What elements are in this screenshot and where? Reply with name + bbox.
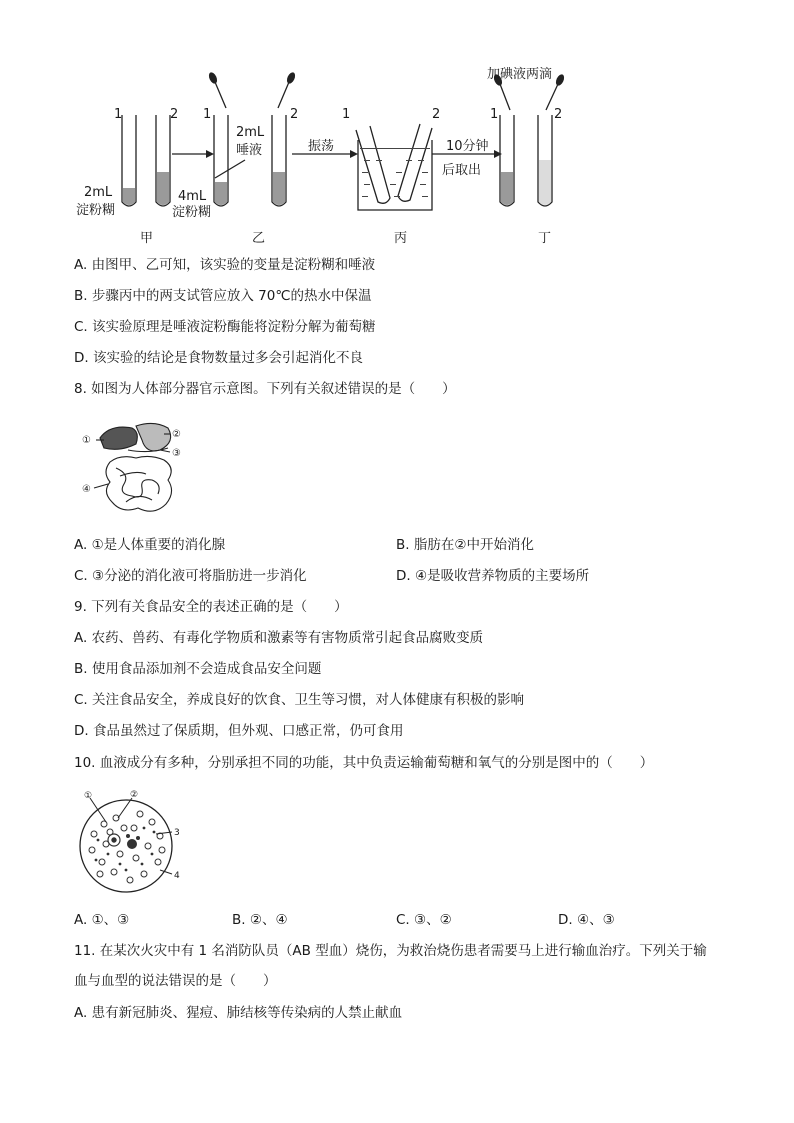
panel-label-yi: 乙 [252, 231, 266, 246]
tube-number: 2 [432, 107, 441, 122]
q8-option-c: C. ③分泌的消化液可将脂肪进一步消化 [74, 568, 307, 584]
tube-number: 2 [170, 107, 179, 122]
shake-label: 振荡 [308, 139, 335, 154]
q8-stem: 8. 如图为人体部分器官示意图。下列有关叙述错误的是（ ） [74, 381, 456, 397]
q11-stem-line2: 血与血型的说法错误的是（ ） [74, 973, 277, 989]
tube-number: 2 [554, 107, 563, 122]
saliva-label: 唾液 [236, 143, 263, 158]
saliva-volume-label: 2mL [236, 125, 265, 140]
q9-option-c: C. 关注食品安全，养成良好的饮食、卫生等习惯，对人体健康有积极的影响 [74, 692, 525, 708]
q8-option-a: A. ①是人体重要的消化腺 [74, 537, 226, 553]
blood-label-4: 4 [174, 871, 180, 881]
wait-label: 10分钟 [446, 139, 489, 154]
organ-label-1: ① [82, 435, 91, 446]
q9-option-a: A. 农药、兽药、有毒化学物质和激素等有害物质常引起食品腐败变质 [74, 630, 484, 646]
q10-stem: 10. 血液成分有多种，分别承担不同的功能，其中负责运输葡萄糖和氧气的分别是图中的（ ） [74, 755, 654, 771]
tube-number: 1 [114, 107, 123, 122]
q8-option-b: B. 脂肪在②中开始消化 [396, 537, 534, 553]
volume-label: 2mL [84, 185, 113, 200]
q7-option-c: C. 该实验原理是唾液淀粉酶能将淀粉分解为葡萄糖 [74, 319, 376, 335]
q7-option-a: A. 由图甲、乙可知，该实验的变量是淀粉糊和唾液 [74, 257, 376, 273]
blood-label-3: 3 [174, 828, 180, 838]
panel-label-ding: 丁 [538, 231, 552, 246]
tube-number: 1 [490, 107, 499, 122]
q8-option-d: D. ④是吸收营养物质的主要场所 [396, 568, 590, 584]
blood-label-2: ② [130, 790, 139, 800]
wait-label: 后取出 [442, 163, 482, 178]
blood-label-1: ① [84, 791, 93, 801]
q11-option-a: A. 患有新冠肺炎、猩痘、肺结核等传染病的人禁止献血 [74, 1005, 403, 1021]
volume-label: 4mL [178, 189, 207, 204]
q9-option-b: B. 使用食品添加剂不会造成食品安全问题 [74, 661, 322, 677]
organ-label-2: ② [172, 429, 181, 440]
tube-number: 1 [342, 107, 351, 122]
digestive-organs-figure [80, 410, 190, 525]
tube-number: 1 [203, 107, 212, 122]
q9-option-d: D. 食品虽然过了保质期，但外观、口感正常，仍可食用 [74, 723, 404, 739]
iodine-label: 加碘液两滴 [487, 67, 553, 82]
starch-label: 淀粉糊 [172, 205, 212, 220]
organ-label-3: ③ [172, 448, 181, 459]
q10-option-b: B. ②、④ [232, 912, 288, 928]
panel-label-bing: 丙 [394, 231, 408, 246]
q9-stem: 9. 下列有关食品安全的表述正确的是（ ） [74, 599, 348, 615]
q10-option-c: C. ③、② [396, 912, 452, 928]
tube-number: 2 [290, 107, 299, 122]
blood-cells-figure [74, 788, 186, 900]
q7-option-d: D. 该实验的结论是食物数量过多会引起消化不良 [74, 350, 363, 366]
organ-label-4: ④ [82, 484, 91, 495]
starch-label: 淀粉糊 [76, 203, 116, 218]
experiment-figure [60, 60, 580, 250]
q10-option-d: D. ④、③ [558, 912, 615, 928]
q7-option-b: B. 步骤丙中的两支试管应放入 70℃的热水中保温 [74, 288, 372, 304]
panel-label-jia: 甲 [140, 231, 154, 246]
q10-option-a: A. ①、③ [74, 912, 130, 928]
q11-stem-line1: 11. 在某次火灾中有 1 名消防队员（AB 型血）烧伤，为救治烧伤患者需要马上进行输血治疗。下列关于输 [74, 943, 707, 959]
